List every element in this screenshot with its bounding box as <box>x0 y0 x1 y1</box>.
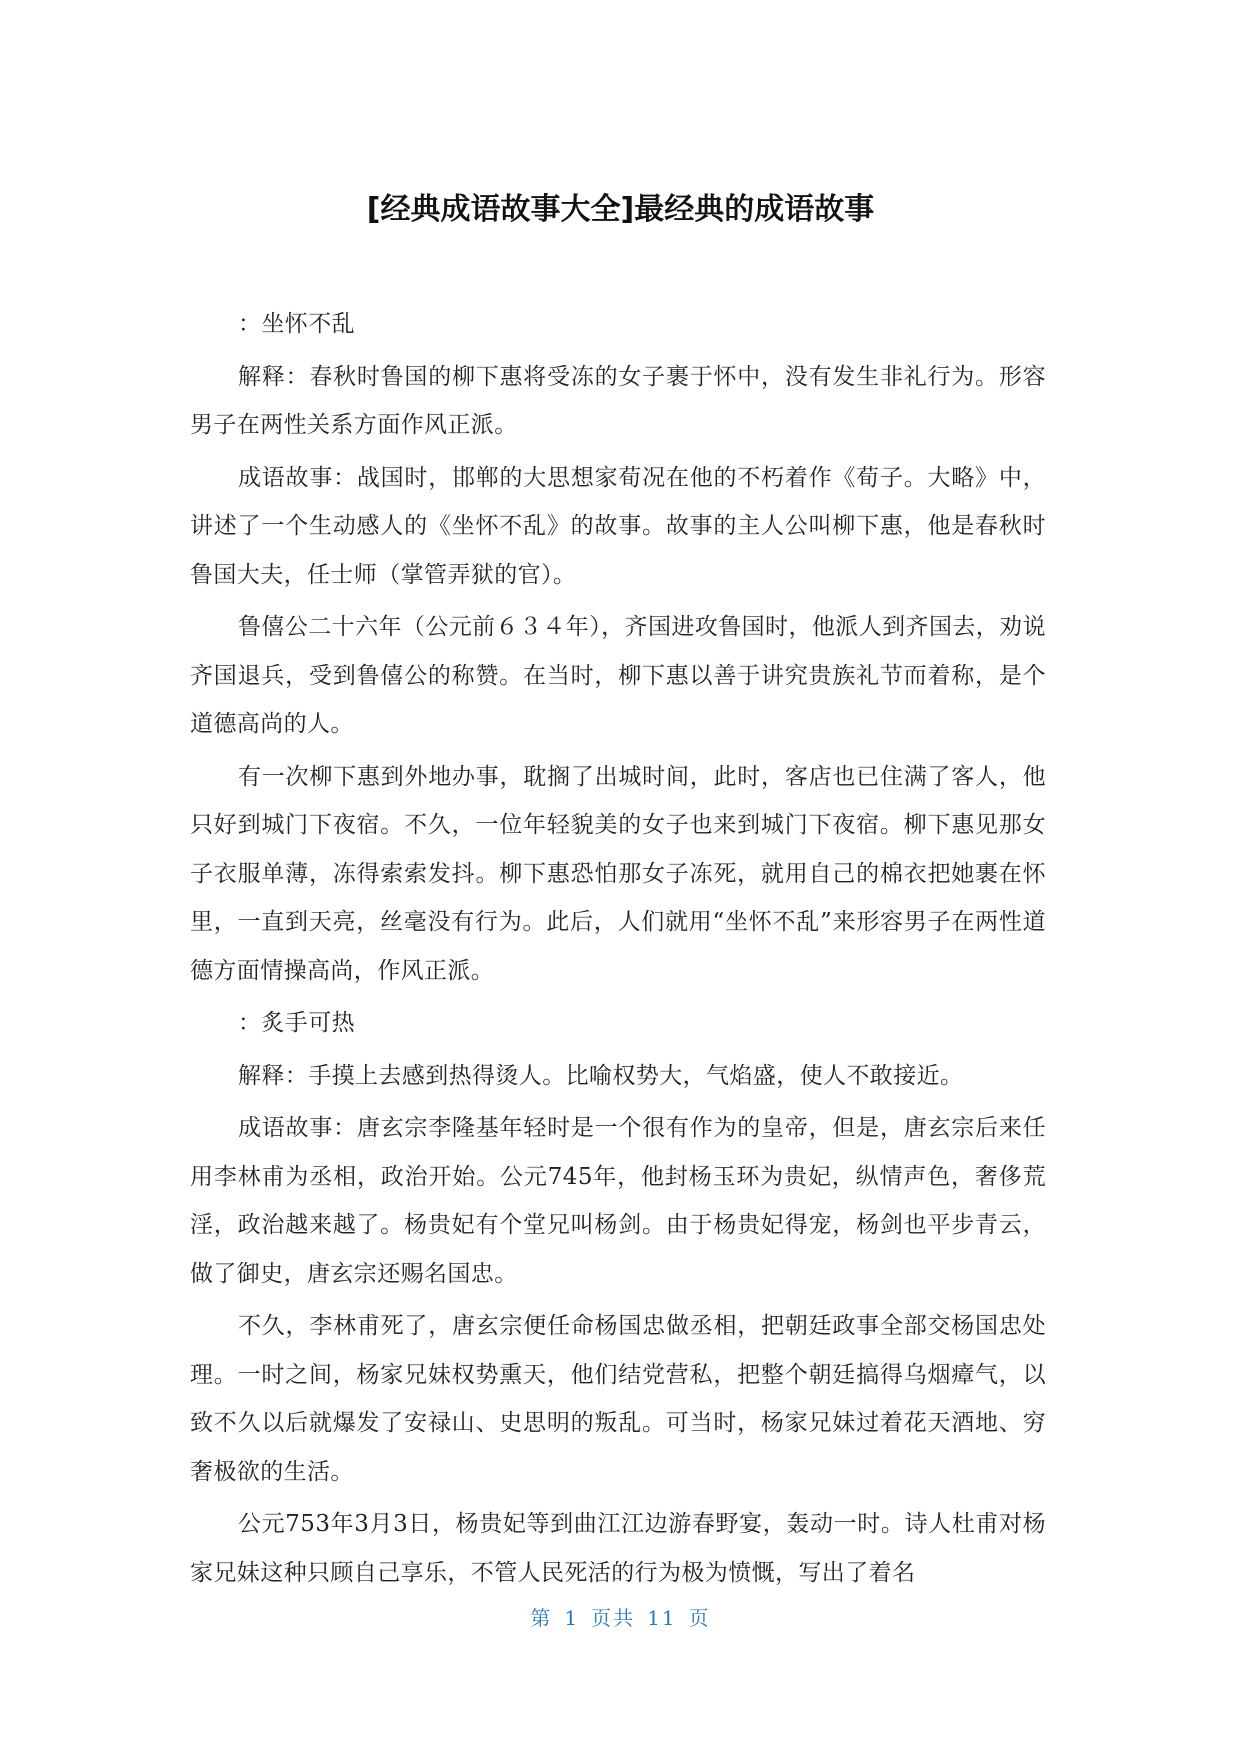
page-footer <box>0 1604 1241 1632</box>
document-title: [经典成语故事大全]最经典的成语故事 <box>366 192 875 227</box>
paragraph: 解释：春秋时鲁国的柳下惠将受冻的女子裹于怀中，没有发生非礼行为。形容男子在两性关系方面作风正派。 <box>190 363 1046 438</box>
paragraph: 解释：手摸上去感到热得烫人。比喻权势大，气焰盛，使人不敢接近。 <box>238 1062 964 1089</box>
paragraph: 公元753年3月3日，杨贵妃等到曲江江边游春野宴，轰动一时。诗人杜甫对杨家兄妹这种只顾自己享乐，不管人民死活的行为极为愤慨，写出了着名 <box>190 1511 1046 1586</box>
footer-label-page: 第 <box>530 1606 553 1630</box>
paragraph: 鲁僖公二十六年（公元前６３４年），齐国进攻鲁国时，他派人到齐国去，劝说齐国退兵，受到鲁僖公的称赞。在当时，柳下惠以善于讲究贵族礼节而着称，是个道德高尚的人。 <box>190 614 1046 737</box>
document-body <box>190 300 1046 1601</box>
paragraph: 不久，李林甫死了，唐玄宗便任命杨国忠做丞相，把朝廷政事全部交杨国忠处理。一时之间，杨家兄妹权势熏天，他们结党营私，把整个朝廷搞得乌烟瘴气，以致不久以后就爆发了安禄山、史思明的叛乱。可当时，杨家兄妹过着花天酒地、穷奢极欲的生活。 <box>190 1313 1046 1485</box>
paragraph: 成语故事：战国时，邯郸的大思想家荀况在他的不朽着作《荀子。大略》中，讲述了一个生动感人的《坐怀不乱》的故事。故事的主人公叫柳下惠，他是春秋时鲁国大夫，任士师（掌管弄狱的官）。 <box>190 464 1046 588</box>
footer-label-end: 页 <box>688 1606 711 1630</box>
footer-label-of: 页共 <box>591 1606 636 1630</box>
footer-total-pages: 11 <box>647 1606 677 1630</box>
paragraph: 有一次柳下惠到外地办事，耽搁了出城时间，此时，客店也已住满了客人，他只好到城门下夜宿。不久，一位年轻貌美的女子也来到城门下夜宿。柳下惠见那女子衣服单薄，冻得索索发抖。柳下惠恐怕那女子冻死，就用自己的棉衣把她裹在怀里，一直到天亮，丝毫没有行为。此后，人们就用“坐怀不乱”来形容男子在两性道德方面情操高尚，作风正派。 <box>190 763 1046 984</box>
paragraph: ：坐怀不乱 <box>238 311 355 337</box>
footer-current-page: 1 <box>564 1606 580 1630</box>
paragraph: ：炙手可热 <box>238 1010 355 1036</box>
paragraph: 成语故事：唐玄宗李隆基年轻时是一个很有作为的皇帝，但是，唐玄宗后来任用李林甫为丞相，政治开始。公元745年，他封杨玉环为贵妃，纵情声色，奢侈荒淫，政治越来越了。杨贵妃有个堂兄叫杨剑。由于杨贵妃得宠，杨剑也平步青云，做了御史，唐玄宗还赐名国忠。 <box>190 1115 1046 1287</box>
